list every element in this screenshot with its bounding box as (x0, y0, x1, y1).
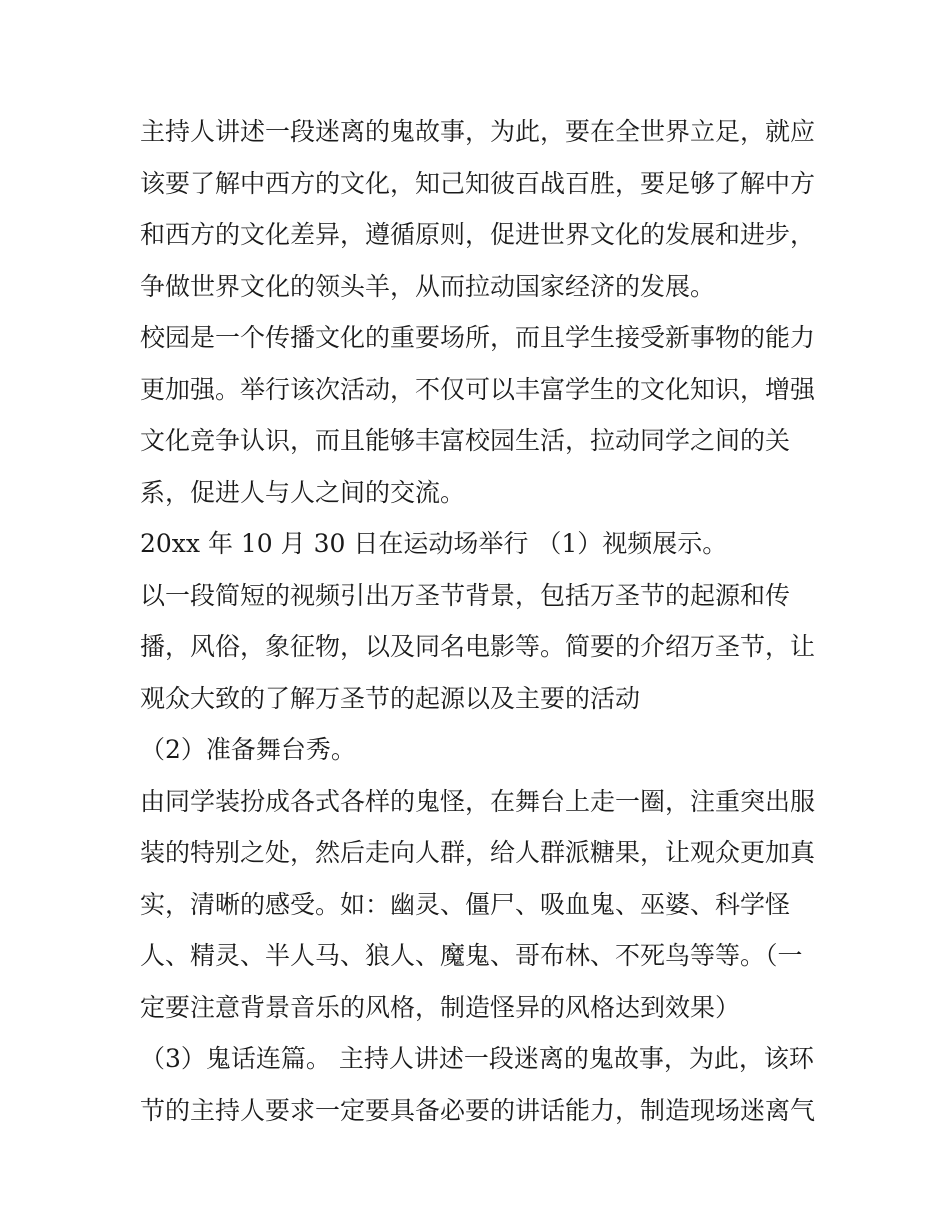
text-line: 主持人讲述一段迷离的鬼故事，为此，要在全世界立足，就应 (140, 117, 816, 146)
text-line: 人、精灵、半人马、狼人、魔鬼、哥布林、不死鸟等等。（一 (140, 941, 803, 970)
text-line: 该要了解中西方的文化，知己知彼百战百胜，要足够了解中方 (140, 168, 816, 198)
text-line: 以一段简短的视频引出万圣节背景，包括万圣节的起源和传 (140, 580, 791, 610)
text-line: 校园是一个传播文化的重要场所，而且学生接受新事物的能力 (140, 323, 816, 352)
text-line: 20xx 年 10 月 30 日在运动场举行 （1）视频展示。 (140, 529, 728, 558)
text-line: 由同学装扮成各式各样的鬼怪，在舞台上走一圈，注重突出服 (140, 786, 816, 816)
text-line: 和西方的文化差异，遵循原则，促进世界文化的发展和进步， (140, 220, 816, 249)
text-line: 定要注意背景音乐的风格，制造怪异的风格达到效果） (140, 992, 741, 1022)
document-body (140, 106, 820, 1136)
text-line: 争做世界文化的领头羊，从而拉动国家经济的发展。 (140, 271, 716, 301)
text-line: 装的特别之处，然后走向人群，给人群派糖果，让观众更加真 (140, 838, 816, 867)
text-line: （2）准备舞台秀。 (140, 735, 356, 764)
text-line: 观众大致的了解万圣节的起源以及主要的活动 (140, 683, 641, 713)
text-line: 文化竞争认识，而且能够丰富校园生活，拉动同学之间的关 (140, 426, 791, 455)
text-line: 节的主持人要求一定要具备必要的讲话能力，制造现场迷离气 (140, 1095, 816, 1125)
text-line: 系，促进人与人之间的交流。 (140, 477, 466, 507)
text-line: （3）鬼话连篇。 主持人讲述一段迷离的鬼故事，为此，该环 (140, 1044, 814, 1073)
text-line: 实，清晰的感受。如：幽灵、僵尸、吸血鬼、巫婆、科学怪 (140, 889, 791, 919)
text-line: 播，风俗，象征物，以及同名电影等。简要的介绍万圣节，让 (140, 632, 816, 661)
text-line: 更加强。举行该次活动，不仅可以丰富学生的文化知识，增强 (140, 374, 816, 404)
